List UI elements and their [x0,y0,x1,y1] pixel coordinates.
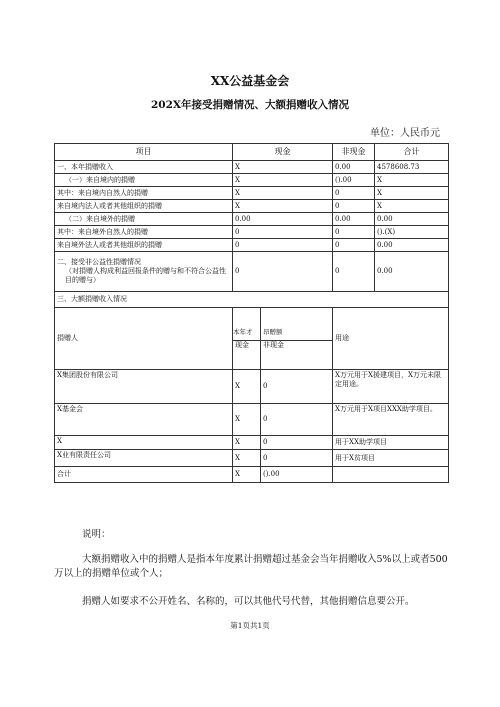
row-label: 一、本年捐赠收入 [55,161,233,174]
total-purpose [333,467,449,483]
table-header-row [55,144,449,161]
table-row [55,161,449,174]
table-row [55,187,449,200]
row-noncash: ().00 [333,174,375,187]
donor-name: X业有限责任公司 [55,450,233,467]
donor-cash: X [233,370,261,404]
row-total: X [375,174,449,187]
doc-title: 202X年接受捐赠情况、大额捐赠收入情况 [150,99,350,111]
large-header-purpose: 用途 [333,308,449,370]
section2-noncash: 0 [333,252,375,292]
row-noncash: 0.00 [333,161,375,174]
row-label: 来自境外法人或者其他组织的捐赠 [55,239,233,252]
row-label: 其中：来自境外自然人的捐赠 [55,226,233,239]
table-row [55,404,449,436]
table-row [55,436,449,450]
donor-cash: X [233,450,261,467]
table-row [55,200,449,213]
notes-title: 说明： [82,529,111,540]
row-cash: 0 [233,226,333,239]
notes-paragraph: 大额捐赠收入中的捐赠人是指本年度累计捐赠超过基金会当年捐赠收入5%以上或者500万以上的捐赠单位或个人； [54,554,448,580]
table-row [55,370,449,404]
donor-name: X集团股份有限公司 [55,370,233,404]
row-cash: X [233,187,333,200]
total-label: 合计 [55,467,233,483]
section2-desc: （对捐赠人构成利益回报条件的赠与和不符合公益性目的赠与） [65,267,226,284]
donor-cash: X [233,404,261,436]
col-header-cash: 现金 [233,144,333,161]
table-row-total [55,467,449,483]
donor-cash: X [233,436,261,450]
row-noncash: 0 [333,239,375,252]
col-header-noncash: 非现金 [333,144,375,161]
org-title: XX公益基金会 [210,74,290,88]
section2-title: 二、接受非公益性捐赠情况 [57,258,141,267]
row-label: （一）来自境内的捐赠 [55,174,233,187]
col-header-total: 合计 [375,144,449,161]
unit-label: 单位：人民币元 [370,128,440,139]
row-cash: X [233,200,333,213]
table-row [55,239,449,252]
donor-name: X基金会 [55,404,233,436]
large-header-amount-top: 本年才 [233,328,260,341]
row-cash: X [233,161,333,174]
donor-noncash: 0 [261,404,333,436]
table-row-section2 [55,252,449,292]
row-label: （二）来自境外的捐赠 [55,213,233,226]
donor-noncash: 0 [261,370,333,404]
donor-name: X [55,436,233,450]
large-header-cash-cell [233,308,261,370]
table-row [55,226,449,239]
row-noncash: 0 [333,226,375,239]
donor-noncash: 0 [261,450,333,467]
large-header-amount-top2: 昂赠额 [261,328,332,341]
donation-table [54,143,449,483]
row-total: X [375,200,449,213]
row-total: X [375,187,449,200]
large-header-donor: 捐赠人 [55,308,233,370]
row-cash: X [233,174,333,187]
large-header-row [55,308,449,370]
table-row-section3 [55,292,449,308]
section2-cash: 0 [233,252,333,292]
row-total: ().(X) [375,226,449,239]
section3-label: 三、大额捐赠收入情况 [55,292,449,308]
col-header-item: 项目 [55,144,233,161]
row-cash: 0 [233,239,333,252]
large-header-noncash: 非现金 [263,340,284,349]
row-label: 其中：来自境内自然人的捐赠 [55,187,233,200]
donor-purpose: X万元用于X援建项目，X万元未限定用途。 [333,370,449,404]
row-cash: 0.00 [233,213,333,226]
row-noncash: 0 [333,187,375,200]
notes-paragraph: 捐赠人如要求不公开姓名、名称的，可以其他代号代替，其他捐赠信息要公开。 [82,596,415,607]
table-row [55,174,449,187]
table-row [55,213,449,226]
donor-noncash: 0 [261,436,333,450]
row-total: 4578608.73 [375,161,449,174]
large-header-noncash-cell [261,308,333,370]
row-total: 0.00 [375,213,449,226]
donor-purpose: X万元用于X项目XXX助学项目。 [333,404,449,436]
section2-label [55,252,233,292]
donor-purpose: 用于XX助学项目 [333,436,449,450]
row-noncash: 0 [333,200,375,213]
donor-purpose: 用于X贫项目 [333,450,449,467]
table-row [55,450,449,467]
total-noncash: ().00 [261,467,333,483]
page-footer: 第1页共1页 [230,621,270,630]
row-total: 0.00 [375,239,449,252]
section2-total: 0.00 [375,252,449,292]
row-noncash: 0.00 [333,213,375,226]
large-header-cash: 现金 [235,340,249,349]
row-label: 来自境内法人或者其他组织的捐赠 [55,200,233,213]
total-cash: X [233,467,261,483]
